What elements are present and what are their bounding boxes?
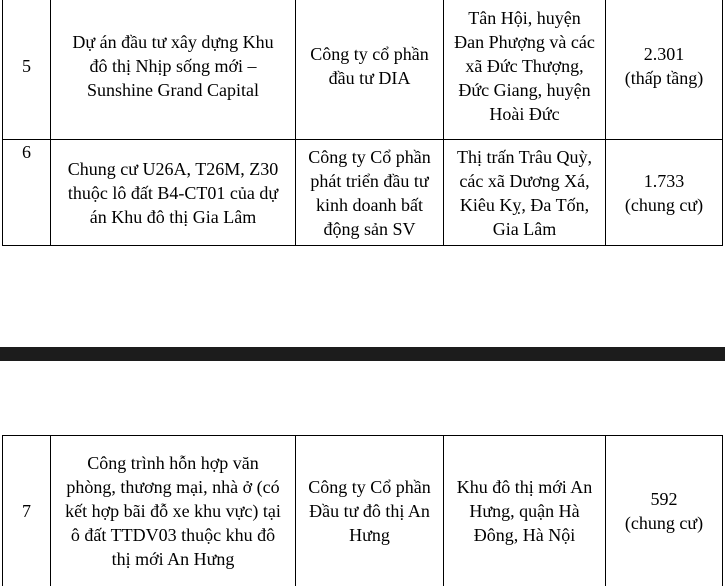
projects-table-top bbox=[2, 0, 723, 246]
investor-name: Công ty Cổ phần Đầu tư đô thị An Hưng bbox=[296, 436, 444, 586]
table-row bbox=[3, 436, 723, 586]
table-row bbox=[3, 0, 723, 140]
project-name: Dự án đầu tư xây dựng Khu đô thị Nhịp sống mới – Sunshine Grand Capital bbox=[51, 0, 296, 140]
project-name: Công trình hỗn hợp văn phòng, thương mại, nhà ở (có kết hợp bãi đỗ xe khu vực) tại ô đất TTDV03 thuộc khu đô thị mới An Hưng bbox=[51, 436, 296, 586]
investor-name: Công ty cổ phần đầu tư DIA bbox=[296, 0, 444, 140]
row-number: 7 bbox=[3, 436, 51, 586]
project-name: Chung cư U26A, T26M, Z30 thuộc lô đất B4-CT01 của dự án Khu đô thị Gia Lâm bbox=[51, 140, 296, 246]
projects-table-bottom bbox=[2, 435, 723, 586]
row-number: 6 bbox=[3, 140, 51, 246]
project-scale: 592 (chung cư) bbox=[606, 436, 723, 586]
project-location: Thị trấn Trâu Quỳ, các xã Dương Xá, Kiêu Kỵ, Đa Tốn, Gia Lâm bbox=[444, 140, 606, 246]
investor-name: Công ty Cổ phần phát triển đầu tư kinh doanh bất động sản SV bbox=[296, 140, 444, 246]
row-number: 5 bbox=[3, 0, 51, 140]
project-location: Tân Hội, huyện Đan Phượng và các xã Đức Thượng, Đức Giang, huyện Hoài Đức bbox=[444, 0, 606, 140]
project-scale: 2.301 (thấp tầng) bbox=[606, 0, 723, 140]
page-break-divider bbox=[0, 347, 725, 361]
project-scale: 1.733 (chung cư) bbox=[606, 140, 723, 246]
project-location: Khu đô thị mới An Hưng, quận Hà Đông, Hà Nội bbox=[444, 436, 606, 586]
table-row bbox=[3, 140, 723, 246]
